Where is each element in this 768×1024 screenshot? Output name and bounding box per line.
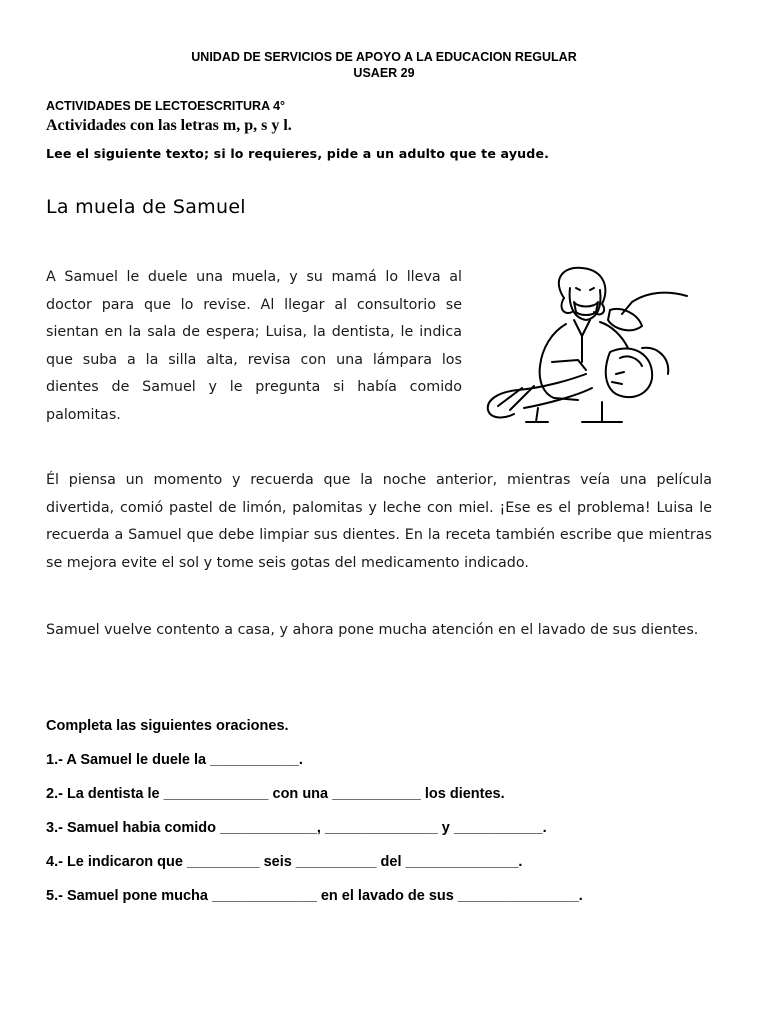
reading-instruction: Lee el siguiente texto; si lo requieres, pide a un adulto que te ayude. — [46, 146, 550, 161]
exercise-title: Completa las siguientes oraciones. — [46, 718, 289, 734]
story-paragraph-3: Samuel vuelve contento a casa, y ahora pone mucha atención en el lavado de sus dientes. — [46, 622, 699, 638]
activities-subheading: Actividades con las letras m, p, s y l. — [46, 117, 292, 134]
fill-blank-sentence-2: 2.- La dentista le _____________ con una ___________ los dientes. — [46, 786, 505, 802]
dentist-illustration-icon — [482, 262, 692, 430]
fill-blank-sentence-1: 1.- A Samuel le duele la ___________. — [46, 752, 303, 768]
fill-blank-sentence-4: 4.- Le indicaron que _________ seis __________ del ______________. — [46, 854, 523, 870]
story-title: La muela de Samuel — [46, 196, 246, 218]
header-institution: UNIDAD DE SERVICIOS DE APOYO A LA EDUCACION REGULAR — [191, 50, 577, 64]
header-unit: USAER 29 — [353, 66, 415, 80]
story-paragraph-1: A Samuel le duele una muela, y su mamá lo lleva al doctor para que lo revise. Al llegar al consultorio se sientan en la sala de espera; Luisa, la dentista, le indica que suba a la silla alta, revisa con una lámpara los dientes de Samuel y le pregunta si había comido palomitas. — [46, 269, 462, 423]
activities-heading: ACTIVIDADES DE LECTOESCRITURA 4° — [46, 99, 286, 113]
fill-blank-sentence-3: 3.- Samuel habia comido ____________, ______________ y ___________. — [46, 820, 547, 836]
fill-blank-sentence-5: 5.- Samuel pone mucha _____________ en el lavado de sus _______________. — [46, 888, 583, 904]
story-paragraph-2: Él piensa un momento y recuerda que la noche anterior, mientras veía una película divertida, comió pastel de limón, palomitas y leche con miel. ¡Ese es el problema! Luisa le recuerda a Samuel que debe limpiar sus dientes. En la receta también escribe que mientras se mejora evite el sol y tome seis gotas del medicamento indicado. — [46, 472, 712, 571]
